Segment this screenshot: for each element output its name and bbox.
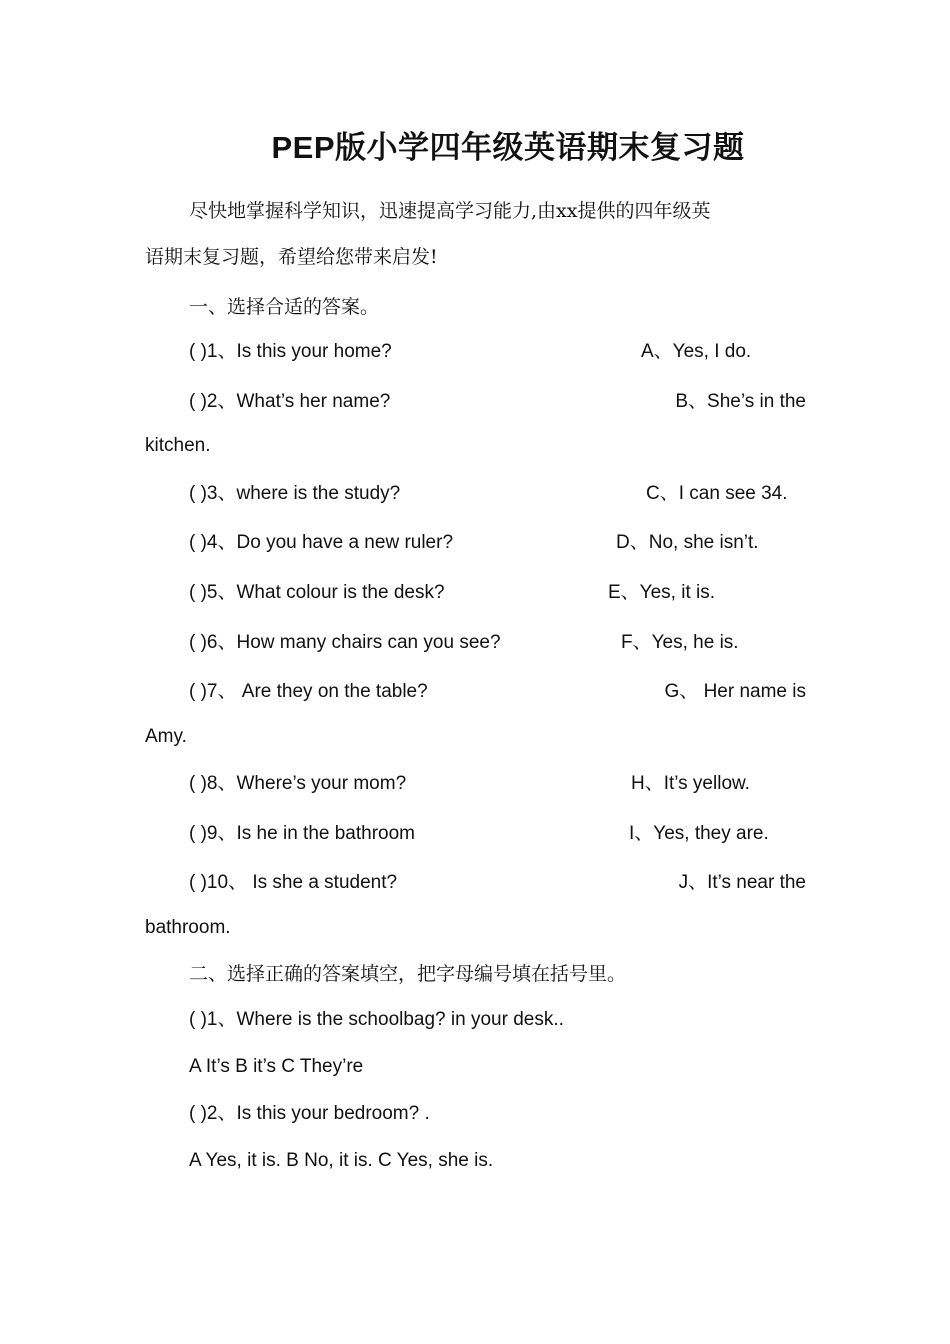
question-row [189,771,806,797]
answer-options: A Yes, it is. B No, it is. C Yes, she is. [189,1150,494,1171]
question-text: ( )1、Where is the schoolbag? in your desk.. [189,1009,564,1030]
section-1-heading: 一、选择合适的答案。 [189,296,380,318]
answer-option: F、Yes, he is. [621,632,739,653]
page-title: PEP版小学四年级英语期末复习题 [271,130,745,165]
question-row [189,481,806,507]
question-row [189,530,806,556]
question-row [189,821,806,847]
question-row [189,630,806,656]
answer-option: G、 Her name is [664,681,806,702]
answer-option: C、I can see 34. [646,483,788,504]
answer-continuation: kitchen. [145,435,211,456]
question-row [189,679,806,705]
question-text: ( )6、How many chairs can you see? [189,632,501,653]
question-text: ( )3、where is the study? [189,483,401,504]
question-row [189,870,806,896]
answer-option: I、Yes, they are. [629,823,769,844]
intro-line-2: 语期末复习题，希望给您带来启发! [145,246,438,268]
question-row [189,339,806,365]
question-row [189,580,806,606]
answer-continuation: Amy. [145,726,187,747]
question-text: ( )10、 Is she a student? [189,872,398,893]
answer-option: A、Yes, I do. [641,341,752,362]
question-text: ( )7、 Are they on the table? [189,681,428,702]
question-text: ( )8、Where’s your mom? [189,773,407,794]
question-text: ( )2、What’s her name? [189,391,391,412]
question-text: ( )2、Is this your bedroom? . [189,1103,430,1124]
question-text: ( )5、What colour is the desk? [189,582,445,603]
answer-option: E、Yes, it is. [608,582,716,603]
section-2-heading: 二、选择正确的答案填空，把字母编号填在括号里。 [189,963,627,985]
intro-line-1: 尽快地掌握科学知识，迅速提高学习能力,由xx提供的四年级英 [189,200,711,222]
question-text: ( )9、Is he in the bathroom [189,823,415,844]
answer-continuation: bathroom. [145,917,231,938]
question-text: ( )1、Is this your home? [189,341,392,362]
answer-options: A It’s B it’s C They’re [189,1056,364,1077]
answer-option: D、No, she isn’t. [616,532,759,553]
answer-option: H、It’s yellow. [631,773,750,794]
question-row [189,389,806,415]
answer-option: B、She’s in the [675,391,806,412]
question-text: ( )4、Do you have a new ruler? [189,532,454,553]
answer-option: J、It’s near the [678,872,806,893]
